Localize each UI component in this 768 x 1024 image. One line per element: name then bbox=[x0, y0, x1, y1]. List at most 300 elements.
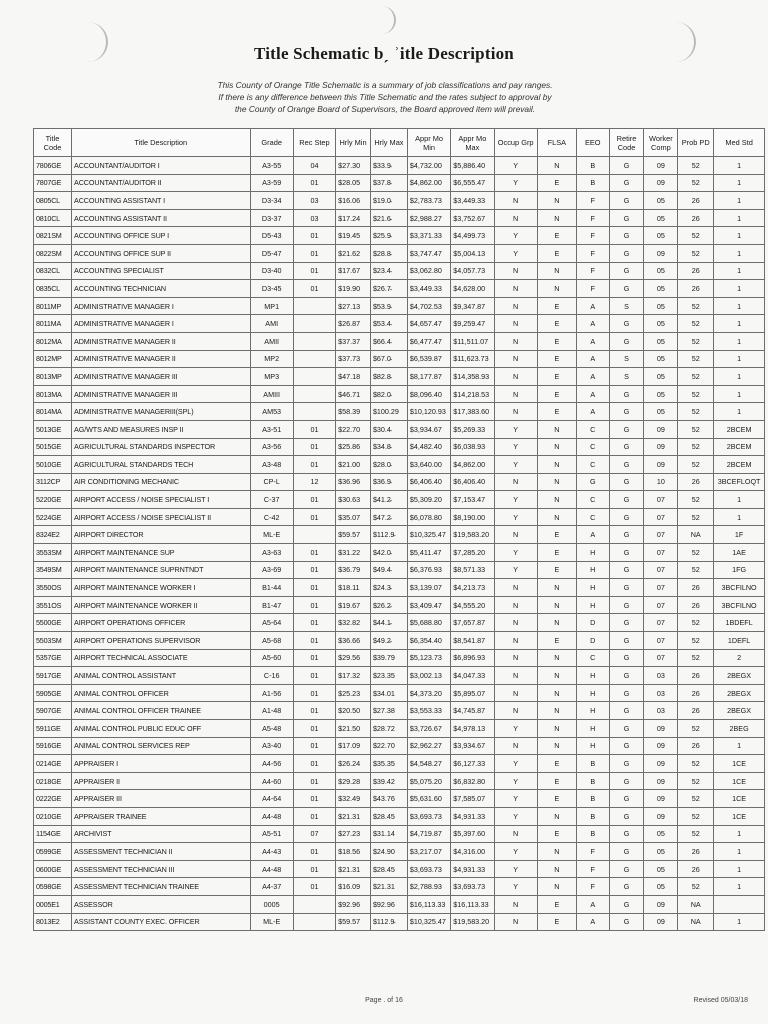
cell-appr-mo-min: $3,693.73 bbox=[407, 860, 450, 878]
column-header-flsa: FLSA bbox=[537, 129, 576, 157]
cell-retire-code: G bbox=[609, 720, 644, 738]
cell-appr-mo-min: $2,988.27 bbox=[407, 209, 450, 227]
cell-flsa: N bbox=[537, 702, 576, 720]
cell-title-code: 0810CL bbox=[34, 209, 72, 227]
cell-hrly-min: $36.66 bbox=[336, 632, 371, 650]
cell-grade: MP3 bbox=[250, 368, 293, 386]
cell-appr-mo-max: $4,316.00 bbox=[451, 843, 494, 861]
cell-grade: A1-56 bbox=[250, 684, 293, 702]
cell-prob-pd: NA bbox=[678, 526, 714, 544]
cell-rec-step bbox=[293, 526, 335, 544]
cell-retire-code: G bbox=[609, 174, 644, 192]
cell-flsa: N bbox=[537, 491, 576, 509]
cell-title-description: ADMINISTRATIVE MANAGERIII(SPL) bbox=[72, 403, 251, 421]
cell-retire-code: G bbox=[609, 702, 644, 720]
cell-prob-pd: 52 bbox=[678, 385, 714, 403]
cell-med-std: 3BCFILNO bbox=[714, 579, 765, 597]
cell-rec-step: 01 bbox=[293, 684, 335, 702]
cell-worker-comp: 09 bbox=[644, 913, 678, 931]
cell-flsa: E bbox=[537, 244, 576, 262]
cell-appr-mo-max: $4,931.33 bbox=[451, 807, 494, 825]
cell-hrly-max: $41.2̵ bbox=[370, 491, 407, 509]
cell-appr-mo-min: $4,862.00 bbox=[407, 174, 450, 192]
cell-grade: A1-48 bbox=[250, 702, 293, 720]
cell-occup-grp: Y bbox=[494, 807, 537, 825]
cell-hrly-min: $16.06 bbox=[336, 192, 371, 210]
cell-prob-pd: 52 bbox=[678, 456, 714, 474]
cell-title-code: 0218GE bbox=[34, 772, 72, 790]
cell-med-std: 1 bbox=[714, 737, 765, 755]
cell-title-code: 0600GE bbox=[34, 860, 72, 878]
cell-rec-step: 01 bbox=[293, 544, 335, 562]
cell-title-description: AG/WTS AND MEASURES INSP II bbox=[72, 420, 251, 438]
cell-med-std: 2BCEM bbox=[714, 438, 765, 456]
column-header-med-std: Med Std bbox=[714, 129, 765, 157]
cell-flsa: N bbox=[537, 878, 576, 896]
cell-rec-step bbox=[293, 403, 335, 421]
cell-hrly-max: $28.45 bbox=[370, 807, 407, 825]
cell-hrly-min: $19.67 bbox=[336, 596, 371, 614]
cell-title-code: 5013GE bbox=[34, 420, 72, 438]
table-row bbox=[34, 895, 765, 913]
cell-prob-pd: 52 bbox=[678, 878, 714, 896]
cell-rec-step bbox=[293, 332, 335, 350]
cell-hrly-max: $67.0̵ bbox=[370, 350, 407, 368]
cell-eeo: H bbox=[576, 561, 609, 579]
cell-retire-code: G bbox=[609, 508, 644, 526]
table-row bbox=[34, 526, 765, 544]
cell-grade: A5-60 bbox=[250, 649, 293, 667]
cell-title-description: AIRPORT OPERATIONS SUPERVISOR bbox=[72, 632, 251, 650]
cell-prob-pd: 52 bbox=[678, 174, 714, 192]
cell-occup-grp: N bbox=[494, 192, 537, 210]
cell-occup-grp: N bbox=[494, 209, 537, 227]
cell-appr-mo-min: $2,783.73 bbox=[407, 192, 450, 210]
cell-hrly-max: $23.4̵ bbox=[370, 262, 407, 280]
table-row bbox=[34, 280, 765, 298]
cell-eeo: H bbox=[576, 720, 609, 738]
cell-appr-mo-max: $8,190.00 bbox=[451, 508, 494, 526]
cell-grade: C-37 bbox=[250, 491, 293, 509]
cell-worker-comp: 07 bbox=[644, 508, 678, 526]
cell-med-std: 1 bbox=[714, 244, 765, 262]
cell-appr-mo-min: $3,217.07 bbox=[407, 843, 450, 861]
cell-title-description: ACCOUNTING ASSISTANT I bbox=[72, 192, 251, 210]
cell-grade: A5-48 bbox=[250, 720, 293, 738]
cell-grade: A3-48 bbox=[250, 456, 293, 474]
cell-prob-pd: 26 bbox=[678, 579, 714, 597]
cell-hrly-max: $42.0̵ bbox=[370, 544, 407, 562]
cell-retire-code: G bbox=[609, 614, 644, 632]
table-row bbox=[34, 473, 765, 491]
cell-eeo: A bbox=[576, 332, 609, 350]
cell-flsa: N bbox=[537, 438, 576, 456]
cell-appr-mo-min: $6,539.87 bbox=[407, 350, 450, 368]
cell-worker-comp: 05 bbox=[644, 860, 678, 878]
cell-flsa: N bbox=[537, 280, 576, 298]
cell-retire-code: G bbox=[609, 561, 644, 579]
table-row bbox=[34, 596, 765, 614]
punch-hole-center bbox=[380, 6, 396, 34]
cell-appr-mo-min: $16,113.33 bbox=[407, 895, 450, 913]
cell-hrly-max: $24.90 bbox=[370, 843, 407, 861]
cell-grade: CP-L bbox=[250, 473, 293, 491]
cell-eeo: H bbox=[576, 702, 609, 720]
cell-flsa: N bbox=[537, 684, 576, 702]
cell-hrly-min: $59.57 bbox=[336, 913, 371, 931]
cell-med-std: 1DEFL bbox=[714, 632, 765, 650]
cell-eeo: F bbox=[576, 860, 609, 878]
cell-occup-grp: N bbox=[494, 913, 537, 931]
cell-hrly-min: $37.37 bbox=[336, 332, 371, 350]
cell-eeo: B bbox=[576, 825, 609, 843]
cell-worker-comp: 07 bbox=[644, 526, 678, 544]
cell-retire-code: G bbox=[609, 262, 644, 280]
cell-grade: D3-45 bbox=[250, 280, 293, 298]
cell-hrly-min: $37.73 bbox=[336, 350, 371, 368]
table-row bbox=[34, 174, 765, 192]
cell-occup-grp: N bbox=[494, 262, 537, 280]
cell-worker-comp: 07 bbox=[644, 491, 678, 509]
cell-rec-step: 01 bbox=[293, 649, 335, 667]
cell-hrly-max: $82.8̵ bbox=[370, 368, 407, 386]
cell-hrly-min: $31.22 bbox=[336, 544, 371, 562]
cell-worker-comp: 05 bbox=[644, 350, 678, 368]
cell-retire-code: G bbox=[609, 579, 644, 597]
cell-appr-mo-max: $17,383.60 bbox=[451, 403, 494, 421]
cell-hrly-max: $35.35 bbox=[370, 755, 407, 773]
cell-retire-code: G bbox=[609, 491, 644, 509]
cell-hrly-min: $19.45 bbox=[336, 227, 371, 245]
cell-appr-mo-min: $5,411.47 bbox=[407, 544, 450, 562]
cell-hrly-max: $92.96 bbox=[370, 895, 407, 913]
column-header-title-description: Title Description bbox=[72, 129, 251, 157]
cell-prob-pd: 52 bbox=[678, 315, 714, 333]
cell-occup-grp: Y bbox=[494, 438, 537, 456]
cell-title-description: AGRICULTURAL STANDARDS INSPECTOR bbox=[72, 438, 251, 456]
cell-appr-mo-max: $9,347.87 bbox=[451, 297, 494, 315]
cell-worker-comp: 09 bbox=[644, 772, 678, 790]
cell-prob-pd: 26 bbox=[678, 192, 714, 210]
cell-retire-code: G bbox=[609, 244, 644, 262]
cell-worker-comp: 05 bbox=[644, 297, 678, 315]
cell-flsa: E bbox=[537, 385, 576, 403]
cell-hrly-min: $21.00 bbox=[336, 456, 371, 474]
cell-worker-comp: 07 bbox=[644, 632, 678, 650]
cell-appr-mo-min: $4,732.00 bbox=[407, 157, 450, 175]
cell-rec-step: 01 bbox=[293, 878, 335, 896]
cell-appr-mo-max: $4,047.33 bbox=[451, 667, 494, 685]
table-row bbox=[34, 192, 765, 210]
cell-appr-mo-min: $3,409.47 bbox=[407, 596, 450, 614]
cell-appr-mo-max: $4,555.20 bbox=[451, 596, 494, 614]
cell-title-code: 8012MP bbox=[34, 350, 72, 368]
cell-prob-pd: 52 bbox=[678, 649, 714, 667]
cell-title-code: 5010GE bbox=[34, 456, 72, 474]
cell-appr-mo-min: $5,123.73 bbox=[407, 649, 450, 667]
cell-grade: MP2 bbox=[250, 350, 293, 368]
cell-flsa: E bbox=[537, 297, 576, 315]
cell-grade: D3-34 bbox=[250, 192, 293, 210]
cell-title-code: 0805CL bbox=[34, 192, 72, 210]
cell-title-code: 5357GE bbox=[34, 649, 72, 667]
cell-occup-grp: N bbox=[494, 350, 537, 368]
cell-title-description: ASSESSMENT TECHNICIAN TRAINEE bbox=[72, 878, 251, 896]
cell-prob-pd: 26 bbox=[678, 473, 714, 491]
cell-grade: B1-47 bbox=[250, 596, 293, 614]
cell-appr-mo-min: $3,693.73 bbox=[407, 807, 450, 825]
cell-flsa: N bbox=[537, 667, 576, 685]
table-row bbox=[34, 544, 765, 562]
cell-title-description: APPRAISER TRAINEE bbox=[72, 807, 251, 825]
cell-hrly-max: $39.42 bbox=[370, 772, 407, 790]
cell-prob-pd: 26 bbox=[678, 262, 714, 280]
cell-occup-grp: N bbox=[494, 403, 537, 421]
cell-hrly-min: $29.28 bbox=[336, 772, 371, 790]
cell-flsa: N bbox=[537, 596, 576, 614]
table-row bbox=[34, 755, 765, 773]
cell-hrly-min: $19.90 bbox=[336, 280, 371, 298]
table-row bbox=[34, 913, 765, 931]
table-row bbox=[34, 350, 765, 368]
cell-occup-grp: N bbox=[494, 315, 537, 333]
cell-occup-grp: N bbox=[494, 385, 537, 403]
cell-occup-grp: Y bbox=[494, 755, 537, 773]
cell-rec-step: 01 bbox=[293, 508, 335, 526]
cell-grade: A4-48 bbox=[250, 860, 293, 878]
cell-hrly-max: $43.76 bbox=[370, 790, 407, 808]
table-row bbox=[34, 508, 765, 526]
cell-worker-comp: 05 bbox=[644, 403, 678, 421]
cell-appr-mo-max: $5,397.60 bbox=[451, 825, 494, 843]
cell-prob-pd: 52 bbox=[678, 772, 714, 790]
cell-occup-grp: N bbox=[494, 667, 537, 685]
cell-rec-step: 01 bbox=[293, 632, 335, 650]
cell-med-std: 1F bbox=[714, 526, 765, 544]
cell-worker-comp: 09 bbox=[644, 456, 678, 474]
cell-appr-mo-min: $3,371.33 bbox=[407, 227, 450, 245]
cell-hrly-min: $29.56 bbox=[336, 649, 371, 667]
column-header-hrly-min: Hrly Min bbox=[336, 129, 371, 157]
cell-hrly-min: $21.31 bbox=[336, 860, 371, 878]
cell-title-description: ADMINISTRATIVE MANAGER II bbox=[72, 350, 251, 368]
cell-worker-comp: 07 bbox=[644, 649, 678, 667]
cell-appr-mo-min: $2,962.27 bbox=[407, 737, 450, 755]
cell-title-description: ANIMAL CONTROL OFFICER bbox=[72, 684, 251, 702]
cell-worker-comp: 09 bbox=[644, 720, 678, 738]
table-row bbox=[34, 209, 765, 227]
cell-grade: A3-63 bbox=[250, 544, 293, 562]
cell-worker-comp: 03 bbox=[644, 702, 678, 720]
column-header-rec-step: Rec Step bbox=[293, 129, 335, 157]
cell-eeo: B bbox=[576, 790, 609, 808]
cell-title-code: 8013MP bbox=[34, 368, 72, 386]
table-row bbox=[34, 332, 765, 350]
column-header-grade: Grade bbox=[250, 129, 293, 157]
cell-grade: AMI bbox=[250, 315, 293, 333]
cell-flsa: N bbox=[537, 420, 576, 438]
cell-med-std: 3BCFILNO bbox=[714, 596, 765, 614]
cell-eeo: F bbox=[576, 262, 609, 280]
cell-rec-step bbox=[293, 385, 335, 403]
cell-appr-mo-min: $6,406.40 bbox=[407, 473, 450, 491]
cell-hrly-max: $34.8̵ bbox=[370, 438, 407, 456]
table-row bbox=[34, 878, 765, 896]
cell-med-std: 1CE bbox=[714, 755, 765, 773]
cell-appr-mo-max: $16,113.33 bbox=[451, 895, 494, 913]
cell-retire-code: G bbox=[609, 315, 644, 333]
cell-med-std: 1 bbox=[714, 385, 765, 403]
cell-retire-code: G bbox=[609, 473, 644, 491]
cell-appr-mo-max: $4,628.00 bbox=[451, 280, 494, 298]
cell-appr-mo-max: $6,832.80 bbox=[451, 772, 494, 790]
cell-appr-mo-min: $6,477.47 bbox=[407, 332, 450, 350]
cell-prob-pd: 52 bbox=[678, 350, 714, 368]
cell-grade: C-16 bbox=[250, 667, 293, 685]
cell-hrly-max: $112.9̵ bbox=[370, 913, 407, 931]
cell-occup-grp: Y bbox=[494, 860, 537, 878]
cell-title-code: 0832CL bbox=[34, 262, 72, 280]
cell-eeo: H bbox=[576, 544, 609, 562]
cell-rec-step: 01 bbox=[293, 596, 335, 614]
cell-occup-grp: Y bbox=[494, 790, 537, 808]
cell-med-std: 3BCEFLOQT bbox=[714, 473, 765, 491]
cell-occup-grp: Y bbox=[494, 227, 537, 245]
cell-retire-code: G bbox=[609, 544, 644, 562]
cell-occup-grp: N bbox=[494, 596, 537, 614]
cell-retire-code: G bbox=[609, 526, 644, 544]
cell-appr-mo-max: $7,153.47 bbox=[451, 491, 494, 509]
cell-occup-grp: N bbox=[494, 368, 537, 386]
cell-appr-mo-min: $4,482.40 bbox=[407, 438, 450, 456]
cell-flsa: N bbox=[537, 649, 576, 667]
cell-eeo: C bbox=[576, 491, 609, 509]
cell-grade: MP1 bbox=[250, 297, 293, 315]
cell-med-std: 1 bbox=[714, 368, 765, 386]
cell-hrly-min: $21.31 bbox=[336, 807, 371, 825]
cell-appr-mo-min: $3,747.47 bbox=[407, 244, 450, 262]
cell-retire-code: G bbox=[609, 860, 644, 878]
cell-eeo: H bbox=[576, 596, 609, 614]
cell-flsa: N bbox=[537, 473, 576, 491]
cell-flsa: E bbox=[537, 350, 576, 368]
cell-title-description: ACCOUNTANT/AUDITOR II bbox=[72, 174, 251, 192]
cell-prob-pd: 52 bbox=[678, 508, 714, 526]
cell-grade: A4-37 bbox=[250, 878, 293, 896]
cell-flsa: E bbox=[537, 403, 576, 421]
intro-line-3: the County of Orange Board of Supervisors, the Board approved item will prevail. bbox=[234, 104, 536, 114]
cell-appr-mo-max: $4,978.13 bbox=[451, 720, 494, 738]
cell-occup-grp: Y bbox=[494, 508, 537, 526]
cell-flsa: E bbox=[537, 544, 576, 562]
cell-occup-grp: N bbox=[494, 895, 537, 913]
cell-med-std: 1 bbox=[714, 878, 765, 896]
cell-appr-mo-max: $7,285.20 bbox=[451, 544, 494, 562]
cell-appr-mo-max: $19,583.20 bbox=[451, 526, 494, 544]
cell-appr-mo-min: $6,376.93 bbox=[407, 561, 450, 579]
cell-prob-pd: 52 bbox=[678, 544, 714, 562]
cell-worker-comp: 09 bbox=[644, 790, 678, 808]
cell-eeo: F bbox=[576, 209, 609, 227]
cell-occup-grp: N bbox=[494, 473, 537, 491]
cell-hrly-min: $22.70 bbox=[336, 420, 371, 438]
column-header-eeo: EEO bbox=[576, 129, 609, 157]
cell-eeo: A bbox=[576, 297, 609, 315]
cell-med-std: 1 bbox=[714, 262, 765, 280]
cell-prob-pd: NA bbox=[678, 895, 714, 913]
cell-hrly-max: $49.2̵ bbox=[370, 632, 407, 650]
cell-worker-comp: 05 bbox=[644, 209, 678, 227]
cell-flsa: E bbox=[537, 825, 576, 843]
cell-eeo: C bbox=[576, 420, 609, 438]
cell-prob-pd: 26 bbox=[678, 280, 714, 298]
cell-flsa: E bbox=[537, 174, 576, 192]
cell-med-std: 1 bbox=[714, 508, 765, 526]
cell-appr-mo-min: $3,449.33 bbox=[407, 280, 450, 298]
cell-hrly-max: $28.45 bbox=[370, 860, 407, 878]
cell-eeo: B bbox=[576, 772, 609, 790]
cell-hrly-max: $36.9̵ bbox=[370, 473, 407, 491]
cell-appr-mo-max: $19,583.20 bbox=[451, 913, 494, 931]
table-row bbox=[34, 843, 765, 861]
cell-flsa: N bbox=[537, 614, 576, 632]
cell-worker-comp: 10 bbox=[644, 473, 678, 491]
cell-retire-code: G bbox=[609, 456, 644, 474]
cell-flsa: N bbox=[537, 843, 576, 861]
cell-title-description: ACCOUNTING SPECIALIST bbox=[72, 262, 251, 280]
cell-worker-comp: 09 bbox=[644, 244, 678, 262]
cell-hrly-max: $22.70 bbox=[370, 737, 407, 755]
cell-appr-mo-max: $3,934.67 bbox=[451, 737, 494, 755]
cell-title-code: 3112CP bbox=[34, 473, 72, 491]
cell-grade: AMII bbox=[250, 332, 293, 350]
cell-hrly-min: $92.96 bbox=[336, 895, 371, 913]
cell-appr-mo-max: $14,218.53 bbox=[451, 385, 494, 403]
cell-title-code: 8011MP bbox=[34, 297, 72, 315]
cell-grade: A3-69 bbox=[250, 561, 293, 579]
cell-appr-mo-max: $4,499.73 bbox=[451, 227, 494, 245]
cell-eeo: C bbox=[576, 438, 609, 456]
cell-med-std: 2 bbox=[714, 649, 765, 667]
cell-hrly-min: $26.24 bbox=[336, 755, 371, 773]
cell-title-code: 5503SM bbox=[34, 632, 72, 650]
cell-hrly-max: $28.8̵ bbox=[370, 244, 407, 262]
cell-prob-pd: 52 bbox=[678, 790, 714, 808]
cell-retire-code: G bbox=[609, 667, 644, 685]
cell-hrly-max: $112.9̵ bbox=[370, 526, 407, 544]
cell-flsa: E bbox=[537, 755, 576, 773]
cell-retire-code: G bbox=[609, 596, 644, 614]
cell-hrly-max: $28.0̵ bbox=[370, 456, 407, 474]
cell-appr-mo-max: $3,752.67 bbox=[451, 209, 494, 227]
cell-prob-pd: 26 bbox=[678, 702, 714, 720]
cell-med-std: 1BDEFL bbox=[714, 614, 765, 632]
cell-hrly-max: $25.9̵ bbox=[370, 227, 407, 245]
cell-med-std: 1 bbox=[714, 332, 765, 350]
cell-occup-grp: N bbox=[494, 297, 537, 315]
cell-appr-mo-max: $4,745.87 bbox=[451, 702, 494, 720]
cell-title-description: ASSISTANT COUNTY EXEC. OFFICER bbox=[72, 913, 251, 931]
cell-occup-grp: N bbox=[494, 280, 537, 298]
cell-eeo: C bbox=[576, 456, 609, 474]
cell-occup-grp: Y bbox=[494, 561, 537, 579]
cell-retire-code: G bbox=[609, 790, 644, 808]
cell-appr-mo-max: $4,931.33 bbox=[451, 860, 494, 878]
cell-rec-step: 01 bbox=[293, 755, 335, 773]
cell-retire-code: G bbox=[609, 878, 644, 896]
cell-retire-code: S bbox=[609, 297, 644, 315]
cell-prob-pd: 52 bbox=[678, 157, 714, 175]
